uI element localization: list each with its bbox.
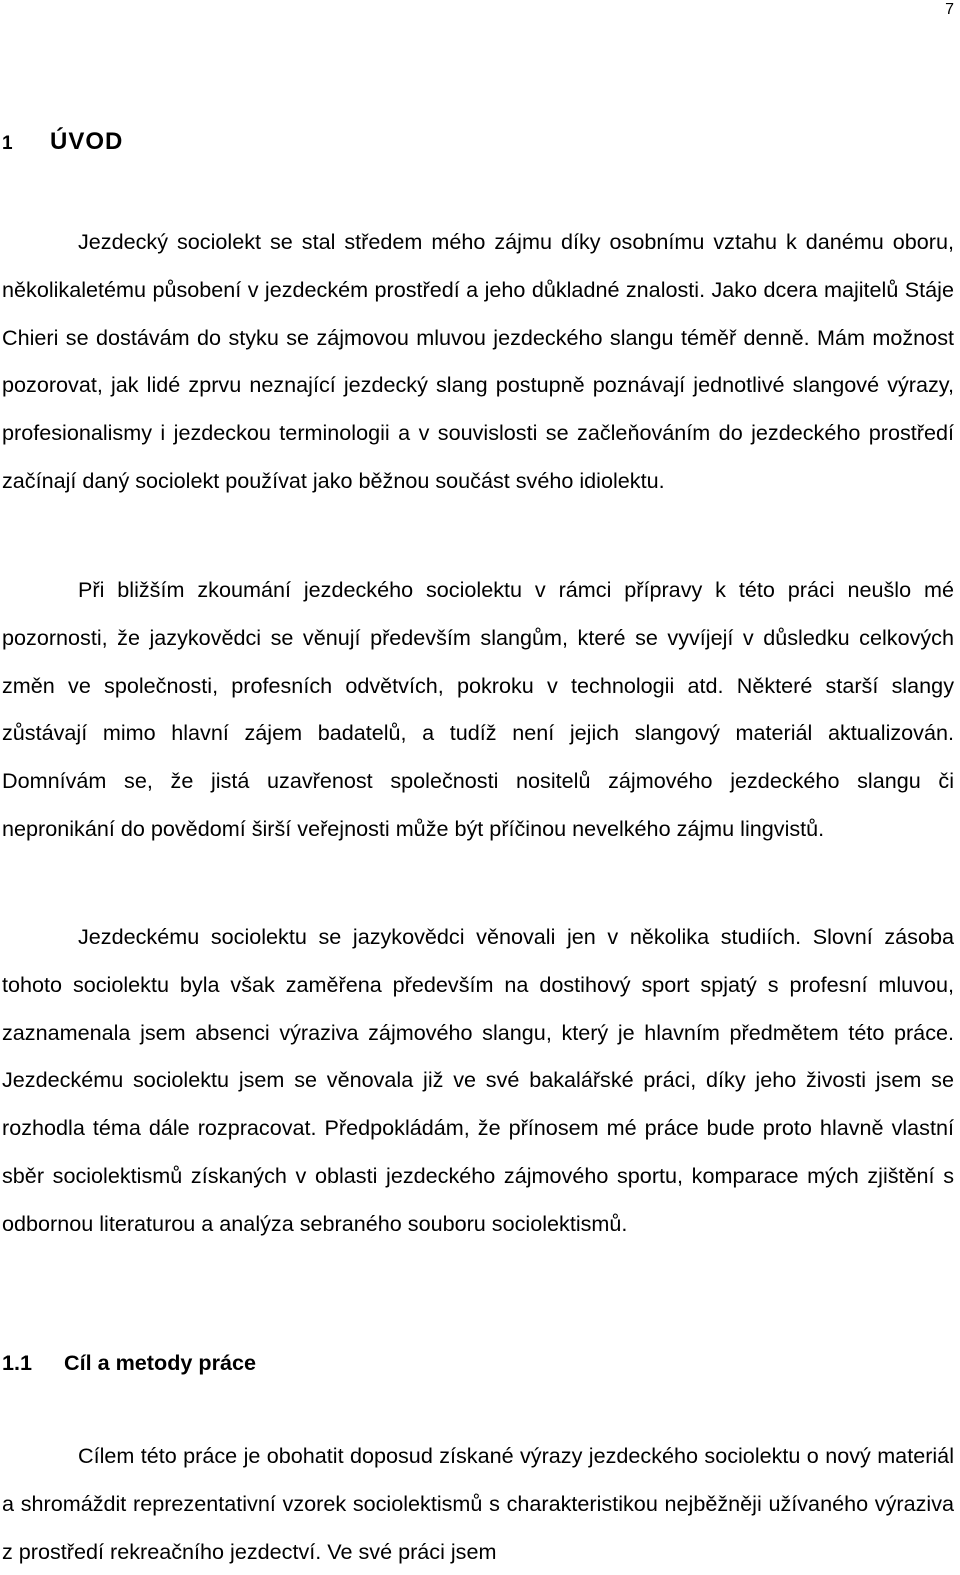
paragraph-3-text: Jezdeckému sociolektu se jazykovědci věnovali jen v několika studiích. Slovní zásoba tohoto sociolektu byla však zaměřena především na dostihový sport spjatý s profesní mluvou, zaznamenala jsem absenci výraziva zájmového slangu, který je hlavním předmětem této práce. Jezdeckému sociolektu jsem se věnovala již ve své bakalářské práci, díky jeho živosti jsem se rozhodla téma dále rozpracovat. Předpokládám, že přínosem mé práce bude proto hlavně vlastní sběr sociolektismů získaných v oblasti jezdeckého zájmového sportu, komparace mých zjištění s odbornou literaturou a analýza sebraného souboru sociolektismů. [2, 924, 954, 1236]
page-number: 7 [945, 1, 954, 18]
paragraph-2 [2, 566, 954, 853]
section-paragraph [2, 1432, 954, 1575]
paragraph-3 [2, 913, 954, 1248]
section-number: 1.1 [2, 1350, 33, 1375]
chapter-heading [2, 128, 123, 156]
section-paragraph-text: Cílem této práce je obohatit doposud získané výrazy jezdeckého sociolektu o nový materiál a shromáždit reprezentativní vzorek sociolektismů s charakteristikou nejběžněji užívaného výraziva z prostředí rekreačního jezdectví. Ve své práci jsem [2, 1443, 954, 1564]
chapter-title: ÚVOD [50, 128, 124, 155]
chapter-number: 1 [2, 133, 14, 154]
paragraph-1-text: Jezdecký sociolekt se stal středem mého zájmu díky osobnímu vztahu k danému oboru, několikaletému působení v jezdeckém prostředí a jeho důkladné znalosti. Jako dcera majitelů Stáje Chieri se dostávám do styku se zájmovou mluvou jezdeckého slangu téměř denně. Mám možnost pozorovat, jak lidé zprvu neznající jezdecký slang postupně poznávají jednotlivé slangové výrazy, profesionalismy i jezdeckou terminologii a v souvislosti se začleňováním do jezdeckého prostředí začínají daný sociolekt používat jako běžnou součást svého idiolektu. [2, 229, 954, 493]
section-title: Cíl a metody práce [64, 1350, 257, 1375]
paragraph-1 [2, 218, 954, 505]
section-heading [2, 1350, 256, 1376]
paragraph-2-text: Při bližším zkoumání jezdeckého sociolektu v rámci přípravy k této práci neušlo mé pozornosti, že jazykovědci se věnují především slangům, které se vyvíjejí v důsledku celkových změn ve společnosti, profesních odvětvích, pokroku v technologii atd. Některé starší slangy zůstávají mimo hlavní zájem badatelů, a tudíž není jejich slangový materiál aktualizován. Domnívám se, že jistá uzavřenost společnosti nositelů zájmového jezdeckého slangu či nepronikání do povědomí širší veřejnosti může být příčinou nevelkého zájmu lingvistů. [2, 577, 954, 841]
